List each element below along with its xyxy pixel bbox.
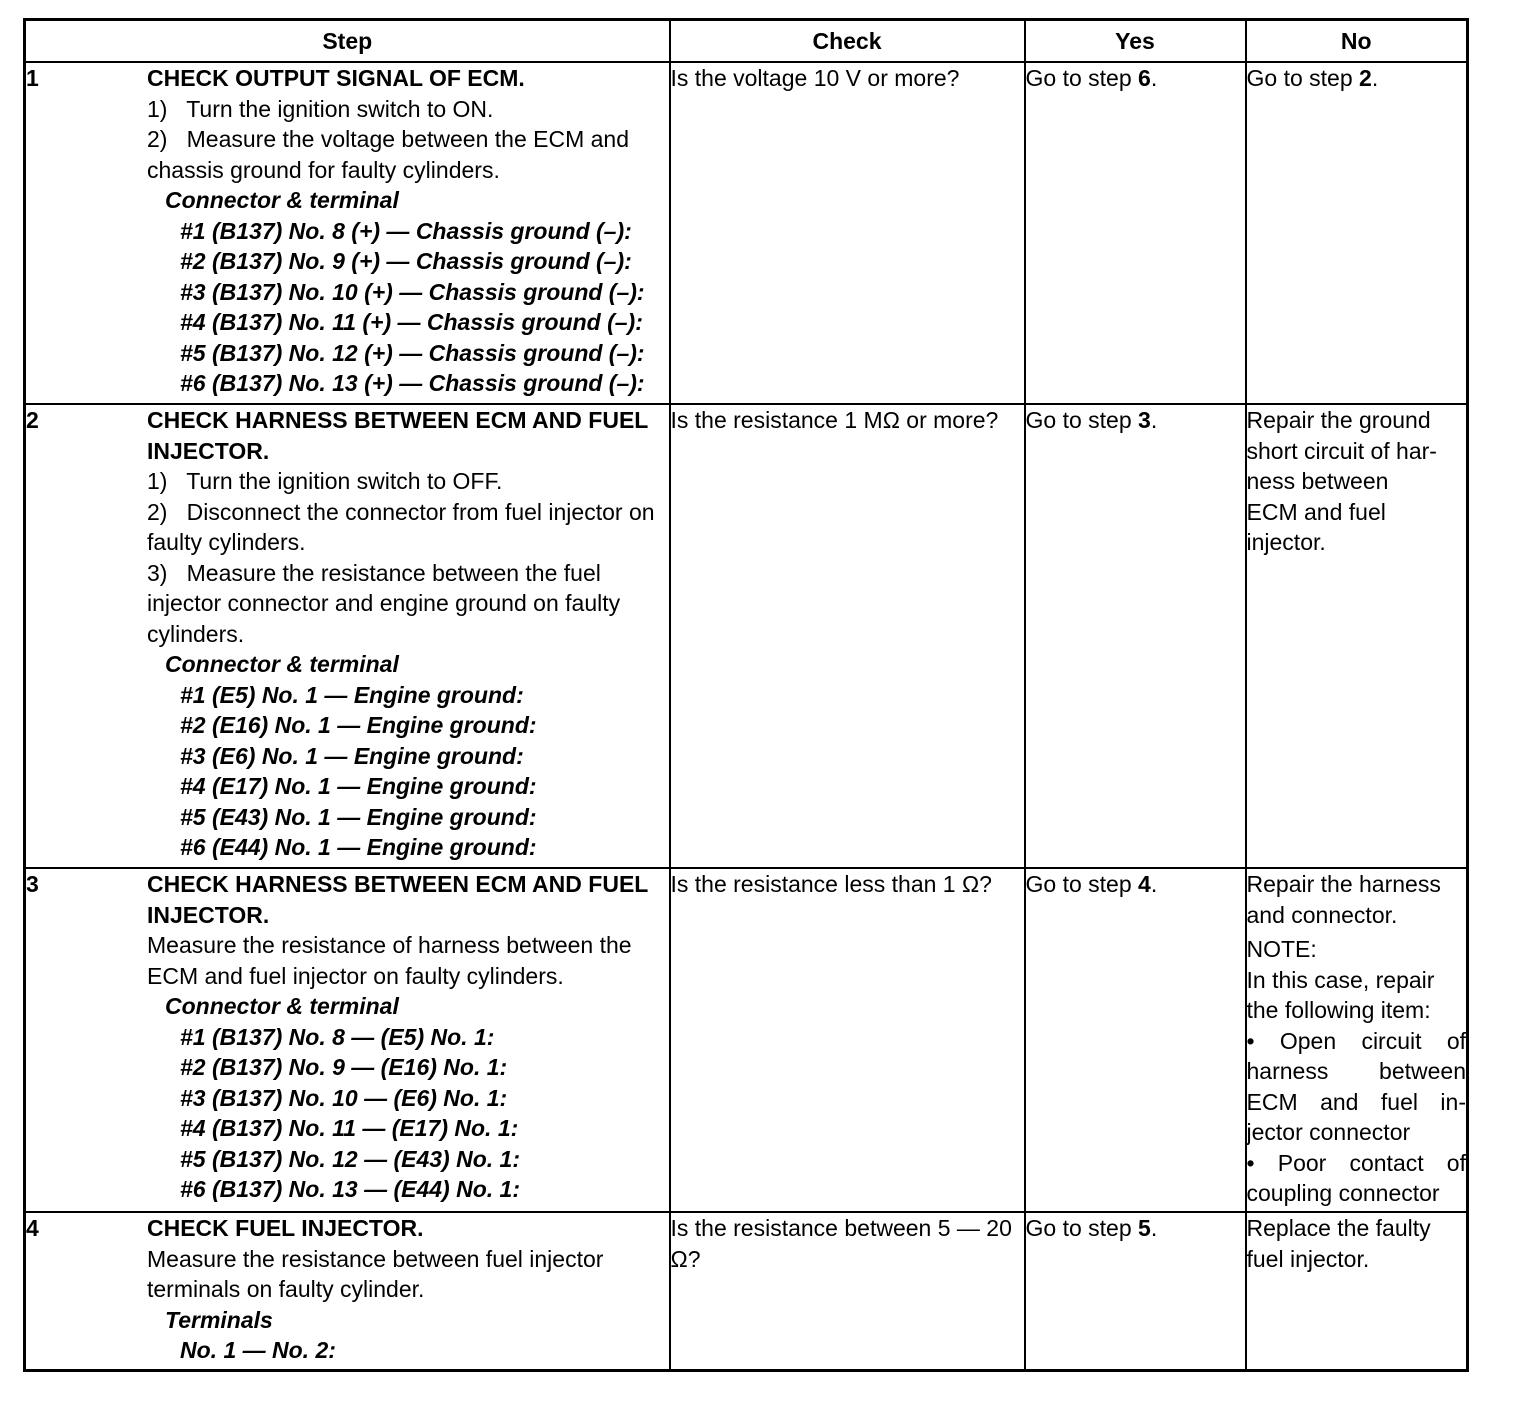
step-title: CHECK FUEL INJECTOR. bbox=[147, 1215, 424, 1241]
connector-label: Connector & terminal bbox=[165, 187, 399, 213]
connector-label: Connector & terminal bbox=[165, 651, 399, 677]
check-cell: Is the resistance between 5 — 20 Ω? bbox=[670, 1212, 1025, 1370]
header-check: Check bbox=[670, 20, 1025, 63]
check-cell: Is the resistance less than 1 Ω? bbox=[670, 868, 1025, 1212]
note-label: NOTE: bbox=[1246, 936, 1317, 962]
note-line: • Open circuit of bbox=[1246, 1027, 1466, 1054]
table-row bbox=[25, 1212, 1468, 1370]
instruction: 3) Measure the resistance between the fuel injector connector and engine ground on faulty cylinders. bbox=[147, 559, 627, 647]
yes-cell: Go to step 4. bbox=[1025, 868, 1246, 1212]
step-number: 4 bbox=[26, 1215, 39, 1241]
step-cell bbox=[25, 404, 670, 868]
yes-text: Go to step bbox=[1025, 65, 1139, 91]
step-title: CHECK HARNESS BETWEEN ECM AND FUEL INJECTOR. bbox=[147, 407, 648, 464]
terminal-item: #1 (B137) No. 8 (+) — Chassis ground (–): bbox=[180, 217, 632, 244]
terminal-item: #6 (B137) No. 13 (+) — Chassis ground (–): bbox=[180, 370, 645, 396]
table-row bbox=[25, 62, 1468, 404]
note-line: jector connector bbox=[1246, 1119, 1411, 1145]
terminal-item: #5 (B137) No. 12 — (E43) No. 1: bbox=[180, 1145, 520, 1172]
yes-step-number: 6 bbox=[1138, 65, 1151, 91]
note-line: the following item: bbox=[1246, 997, 1431, 1023]
table-row bbox=[25, 868, 1468, 1212]
no-line: Repair the harness bbox=[1246, 871, 1441, 897]
note-line: harness between bbox=[1246, 1058, 1466, 1084]
terminal-item: #2 (B137) No. 9 (+) — Chassis ground (–): bbox=[180, 248, 632, 274]
note-line: In this case, repair bbox=[1246, 966, 1435, 993]
terminal-item: #4 (B137) No. 11 — (E17) No. 1: bbox=[180, 1115, 519, 1141]
terminal-item: #4 (B137) No. 11 (+) — Chassis ground (–): bbox=[180, 309, 643, 335]
no-line: Repair the ground bbox=[1246, 407, 1431, 433]
terminal-item: #1 (B137) No. 8 — (E5) No. 1: bbox=[180, 1023, 495, 1050]
no-line: ness between bbox=[1246, 468, 1389, 494]
header-step: Step bbox=[25, 20, 670, 63]
instruction: 2) Measure the voltage between the ECM and chassis ground for faulty cylinders. bbox=[147, 126, 636, 183]
connector-label: Connector & terminal bbox=[165, 993, 399, 1019]
terminal-item: No. 1 — No. 2: bbox=[180, 1337, 336, 1363]
instruction: Measure the resistance of harness between the ECM and fuel injector on faulty cylinders. bbox=[147, 932, 632, 989]
no-line: fuel injector. bbox=[1246, 1245, 1370, 1272]
yes-step-number: 5 bbox=[1138, 1215, 1151, 1241]
check-cell: Is the voltage 10 V or more? bbox=[670, 62, 1025, 404]
step-cell bbox=[25, 1212, 670, 1370]
header-row bbox=[25, 20, 1468, 63]
table-row bbox=[25, 404, 1468, 868]
yes-text: Go to step bbox=[1025, 871, 1139, 897]
connector-label: Terminals bbox=[165, 1306, 273, 1333]
step-cell bbox=[25, 868, 670, 1212]
terminal-item: #6 (E44) No. 1 — Engine ground: bbox=[180, 834, 537, 860]
header-yes: Yes bbox=[1025, 20, 1246, 63]
step-number: 1 bbox=[26, 65, 39, 91]
terminal-item: #5 (E43) No. 1 — Engine ground: bbox=[180, 803, 537, 830]
step-number: 3 bbox=[26, 871, 39, 897]
instruction: 2) Disconnect the connector from fuel injector on faulty cylinders. bbox=[147, 498, 661, 555]
yes-step-number: 4 bbox=[1138, 871, 1151, 897]
instruction: Measure the resistance between fuel injector terminals on faulty cylinder. bbox=[147, 1245, 604, 1302]
terminal-item: #4 (E17) No. 1 — Engine ground: bbox=[180, 773, 537, 799]
terminal-item: #5 (B137) No. 12 (+) — Chassis ground (–): bbox=[180, 339, 645, 366]
terminal-item: #3 (B137) No. 10 — (E6) No. 1: bbox=[180, 1084, 508, 1111]
yes-text: Go to step bbox=[1025, 1215, 1139, 1241]
yes-cell: Go to step 3. bbox=[1025, 404, 1246, 868]
terminal-item: #1 (E5) No. 1 — Engine ground: bbox=[180, 681, 524, 708]
terminal-item: #2 (E16) No. 1 — Engine ground: bbox=[180, 712, 537, 738]
no-line: Replace the faulty bbox=[1246, 1215, 1431, 1241]
instruction: 1) Turn the ignition switch to ON. bbox=[147, 95, 494, 122]
terminal-item: #6 (B137) No. 13 — (E44) No. 1: bbox=[180, 1176, 520, 1202]
terminal-item: #3 (E6) No. 1 — Engine ground: bbox=[180, 742, 524, 769]
yes-cell: Go to step 5. bbox=[1025, 1212, 1246, 1370]
no-cell bbox=[1246, 1212, 1468, 1370]
note-line: • Poor contact of bbox=[1246, 1149, 1466, 1176]
no-line: short circuit of har- bbox=[1246, 437, 1437, 464]
no-line: ECM and fuel bbox=[1246, 498, 1386, 525]
step-title: CHECK HARNESS BETWEEN ECM AND FUEL INJECTOR. bbox=[147, 871, 648, 928]
note-line: coupling connector bbox=[1246, 1180, 1440, 1206]
no-cell bbox=[1246, 404, 1468, 868]
no-step-number: 2 bbox=[1359, 65, 1372, 91]
no-text: Go to step bbox=[1246, 65, 1360, 91]
instruction: 1) Turn the ignition switch to OFF. bbox=[147, 468, 503, 494]
terminal-item: #3 (B137) No. 10 (+) — Chassis ground (–): bbox=[180, 278, 645, 305]
yes-text: Go to step bbox=[1025, 407, 1139, 433]
step-cell bbox=[25, 62, 670, 404]
terminal-item: #2 (B137) No. 9 — (E16) No. 1: bbox=[180, 1054, 508, 1080]
step-title: CHECK OUTPUT SIGNAL OF ECM. bbox=[147, 65, 525, 91]
header-no: No bbox=[1246, 20, 1468, 63]
yes-step-number: 3 bbox=[1138, 407, 1151, 433]
no-cell: Go to step 2. bbox=[1246, 62, 1468, 404]
diagnostic-table bbox=[23, 18, 1469, 1372]
yes-cell: Go to step 6. bbox=[1025, 62, 1246, 404]
no-line: and connector. bbox=[1246, 901, 1398, 928]
note-line: ECM and fuel in- bbox=[1246, 1088, 1466, 1115]
no-cell bbox=[1246, 868, 1468, 1212]
step-number: 2 bbox=[26, 407, 39, 433]
check-cell: Is the resistance 1 MΩ or more? bbox=[670, 404, 1025, 868]
no-line: injector. bbox=[1246, 529, 1326, 555]
